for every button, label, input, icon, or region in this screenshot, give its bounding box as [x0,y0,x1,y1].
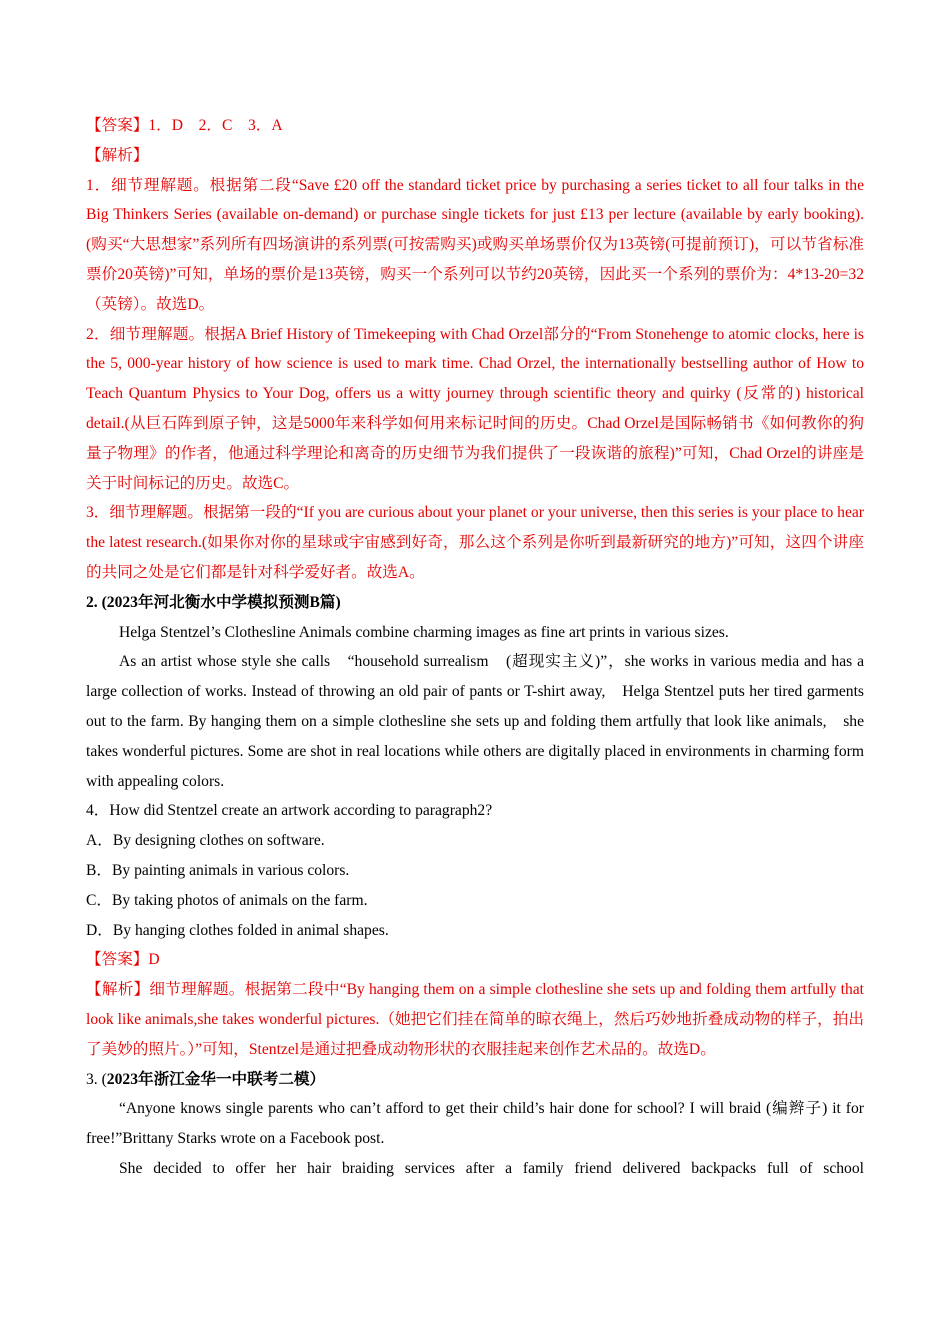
passage-2-paragraph-2: As an artist whose style she calls “household surrealism (超现实主义)”，she works in various media and has a large collection of works. Instead of throwing an old pair of pants or T-shirt away, Helga Stentzel puts her tired garments out to the farm. By hanging them on a simple clothesline she sets up and folding them artfully that look like animals, she takes wonderful pictures. Some are shot in real locations while others are digitally placed in environments in charming form with appealing colors. [86,653,864,790]
passage-3-heading [86,1065,864,1095]
passage-3-paragraph-1: “Anyone knows single parents who can’t afford to get their child’s hair done for school? I will braid (编辫子) it for free!”Brittany Starks wrote on a Facebook post. [86,1100,864,1148]
passage-3-paragraph-2: She decided to offer her hair braiding services after a family friend delivered backpacks full of school [119,1159,864,1177]
passage-2-paragraph-1: Helga Stentzel’s Clothesline Animals combine charming images as fine art prints in various sizes. [119,623,729,641]
explanation-3: 3．细节理解题。根据第一段的“If you are curious about your planet or your universe, then this series is your place to hear the latest research.(如果你对你的星球或宇宙感到好奇，那么这个系列是你听到最新研究的地方)”可知，这四个讲座的共同之处是它们都是针对科学爱好者。故选A。 [86,504,864,581]
option-b: B．By painting animals in various colors. [86,861,350,879]
passage-3-heading-source: 2023年浙江金华一中联考二模） [106,1070,326,1088]
answer-line-2: 【答案】D [86,951,160,969]
document-page [86,111,864,1184]
explanation-2: 2．细节理解题。根据A Brief History of Timekeeping with Chad Orzel部分的“From Stonehenge to atomic clocks, here is the 5, 000-year history of how science is used to mark time. Chad Orzel, the internationally bestselling author of How to Teach Quantum Physics to Your Dog, offers us a witty journey through scientific theory and quirky (反常的) historical detail.(从巨石阵到原子钟，这是5000年来科学如何用来标记时间的历史。Chad Orzel是国际畅销书《如何教你的狗量子物理》的作者，他通过科学理论和离奇的历史细节为我们提供了一段诙谐的旅程)”可知，Chad Orzel的讲座是关于时间标记的历史。故选C。 [86,325,864,492]
option-d: D．By hanging clothes folded in animal shapes. [86,921,389,939]
option-a: A．By designing clothes on software. [86,832,325,850]
question-4: 4．How did Stentzel create an artwork according to paragraph2? [86,802,493,820]
explanation-1: 1．细节理解题。根据第二段“Save £20 off the standard ticket price by purchasing a series ticket to all four talks in the Big Thinkers Series (available on-demand) or purchase single tickets for just £13 per lecture (available by early booking).(购买“大思想家”系列所有四场演讲的系列票(可按需购买)或购买单场票价仅为13英镑(可提前预订)，可以节省标准票价20英镑)”可知，单场的票价是13英镑，购买一个系列可以节约20英镑，因此买一个系列的票价为：4*13-20=32（英镑）。故选D。 [86,176,864,313]
answer-line-1: 【答案】1．D 2．C 3．A [86,117,283,134]
passage-3-heading-prefix: 3. ( [86,1070,107,1088]
analysis-label-1: 【解析】 [86,146,149,164]
explanation-4: 【解析】细节理解题。根据第二段中“By hanging them on a simple clothesline she sets up and folding them artfully that look like animals,she takes wonderful pictures.（她把它们挂在简单的晾衣绳上，然后巧妙地折叠成动物的样子，拍出了美妙的照片。）”可知，Stentzel是通过把叠成动物形状的衣服挂起来创作艺术品的。故选D。 [86,981,864,1058]
option-c: C．By taking photos of animals on the farm. [86,891,368,909]
passage-2-heading: 2. (2023年河北衡水中学模拟预测B篇) [86,593,341,611]
